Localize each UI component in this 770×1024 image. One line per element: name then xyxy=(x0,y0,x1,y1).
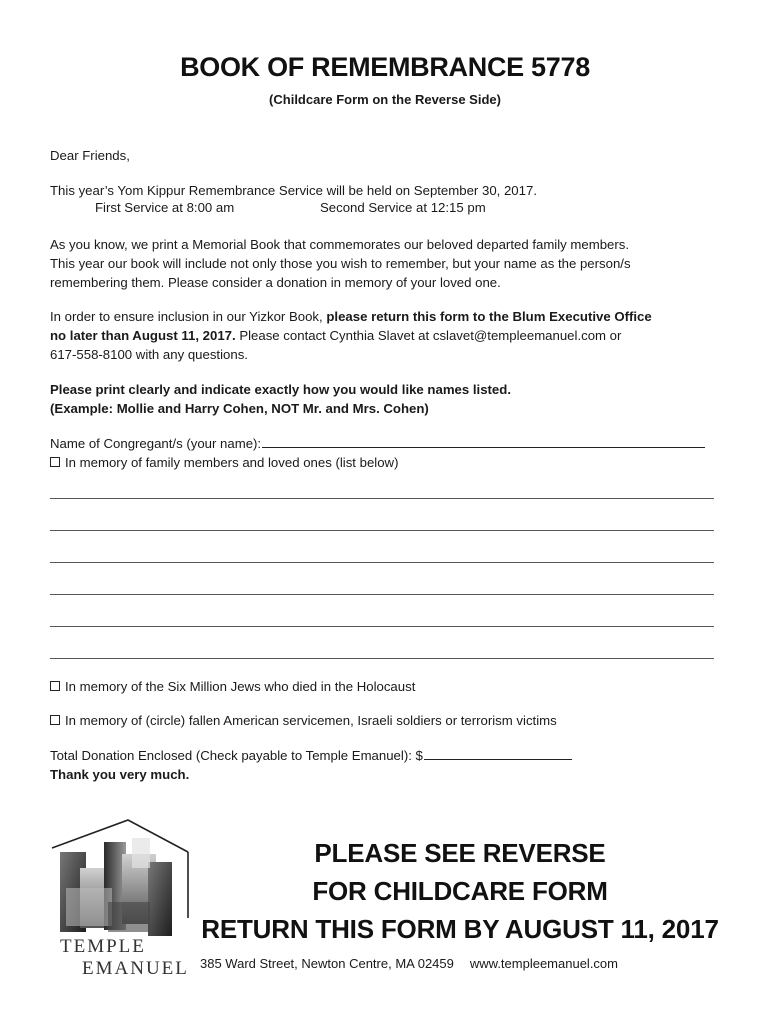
paragraph-inclusion-line3: 617-558-8100 with any questions. xyxy=(50,347,248,362)
service-times xyxy=(95,200,486,215)
footer-contact xyxy=(200,956,618,971)
inclusion-text: In order to ensure inclusion in our Yizkor Book, xyxy=(50,309,327,324)
deadline-text: no later than August 11, 2017. xyxy=(50,328,236,343)
paragraph-inclusion-line1 xyxy=(50,307,652,326)
notice-childcare-form: FOR CHILDCARE FORM xyxy=(312,876,608,906)
notice-see-reverse: PLEASE SEE REVERSE xyxy=(314,838,606,868)
congregant-name-label: Name of Congregant/s (your name): xyxy=(50,436,262,451)
option-servicemen-label: In memory of (circle) fallen American servicemen, Israeli soldiers or terrorism victims xyxy=(65,713,557,728)
paragraph-inclusion-line2 xyxy=(50,326,621,345)
donation-label: Total Donation Enclosed (Check payable to Temple Emanuel): $ xyxy=(50,748,423,763)
donation-row xyxy=(50,746,572,765)
temple-emanuel-logo xyxy=(48,818,198,978)
family-checkbox[interactable] xyxy=(50,457,60,467)
print-instruction: Please print clearly and indicate exactly how you would like names listed. xyxy=(50,382,511,397)
family-name-line-6[interactable] xyxy=(50,658,714,659)
servicemen-checkbox[interactable] xyxy=(50,715,60,725)
logo-text-temple: TEMPLE xyxy=(60,936,146,957)
page-title: BOOK OF REMEMBRANCE 5778 xyxy=(180,52,590,82)
option-family-row xyxy=(50,453,398,472)
option-servicemen-row xyxy=(50,711,557,730)
thank-you: Thank you very much. xyxy=(50,767,190,782)
logo-mark-icon xyxy=(48,818,198,943)
family-name-line-3[interactable] xyxy=(50,562,714,563)
footer-address: 385 Ward Street, Newton Centre, MA 02459 xyxy=(200,956,454,971)
second-service: Second Service at 12:15 pm xyxy=(320,200,486,215)
family-name-line-2[interactable] xyxy=(50,530,714,531)
donation-amount-field[interactable] xyxy=(424,747,572,760)
return-instruction: please return this form to the Blum Executive Office xyxy=(326,309,652,324)
congregant-name-row xyxy=(50,434,705,453)
congregant-name-field[interactable] xyxy=(262,435,705,448)
family-name-line-1[interactable] xyxy=(50,498,714,499)
contact-text: Please contact Cynthia Slavet at cslavet@templeemanuel.com or xyxy=(235,328,622,343)
greeting: Dear Friends, xyxy=(50,148,130,163)
holocaust-checkbox[interactable] xyxy=(50,681,60,691)
option-family-label: In memory of family members and loved ones (list below) xyxy=(65,455,399,470)
first-service: First Service at 8:00 am xyxy=(95,200,235,215)
family-name-line-5[interactable] xyxy=(50,626,714,627)
paragraph-memorial-line2: This year our book will include not only those you wish to remember, but your name as the person/s xyxy=(50,256,631,271)
option-holocaust-label: In memory of the Six Million Jews who died in the Holocaust xyxy=(65,679,416,694)
logo-text-emanuel: EMANUEL xyxy=(82,958,189,979)
notice-return-deadline: RETURN THIS FORM BY AUGUST 11, 2017 xyxy=(201,914,719,944)
footer-website[interactable]: www.templeemanuel.com xyxy=(469,956,618,971)
option-holocaust-row xyxy=(50,677,415,696)
page-subtitle: (Childcare Form on the Reverse Side) xyxy=(269,92,501,107)
paragraph-memorial-line1: As you know, we print a Memorial Book that commemorates our beloved departed family members. xyxy=(50,237,630,252)
name-example: (Example: Mollie and Harry Cohen, NOT Mr. and Mrs. Cohen) xyxy=(50,401,429,416)
paragraph-memorial-line3: remembering them. Please consider a donation in memory of your loved one. xyxy=(50,275,501,290)
family-name-line-4[interactable] xyxy=(50,594,714,595)
service-intro: This year’s Yom Kippur Remembrance Service will be held on September 30, 2017. xyxy=(50,183,537,198)
